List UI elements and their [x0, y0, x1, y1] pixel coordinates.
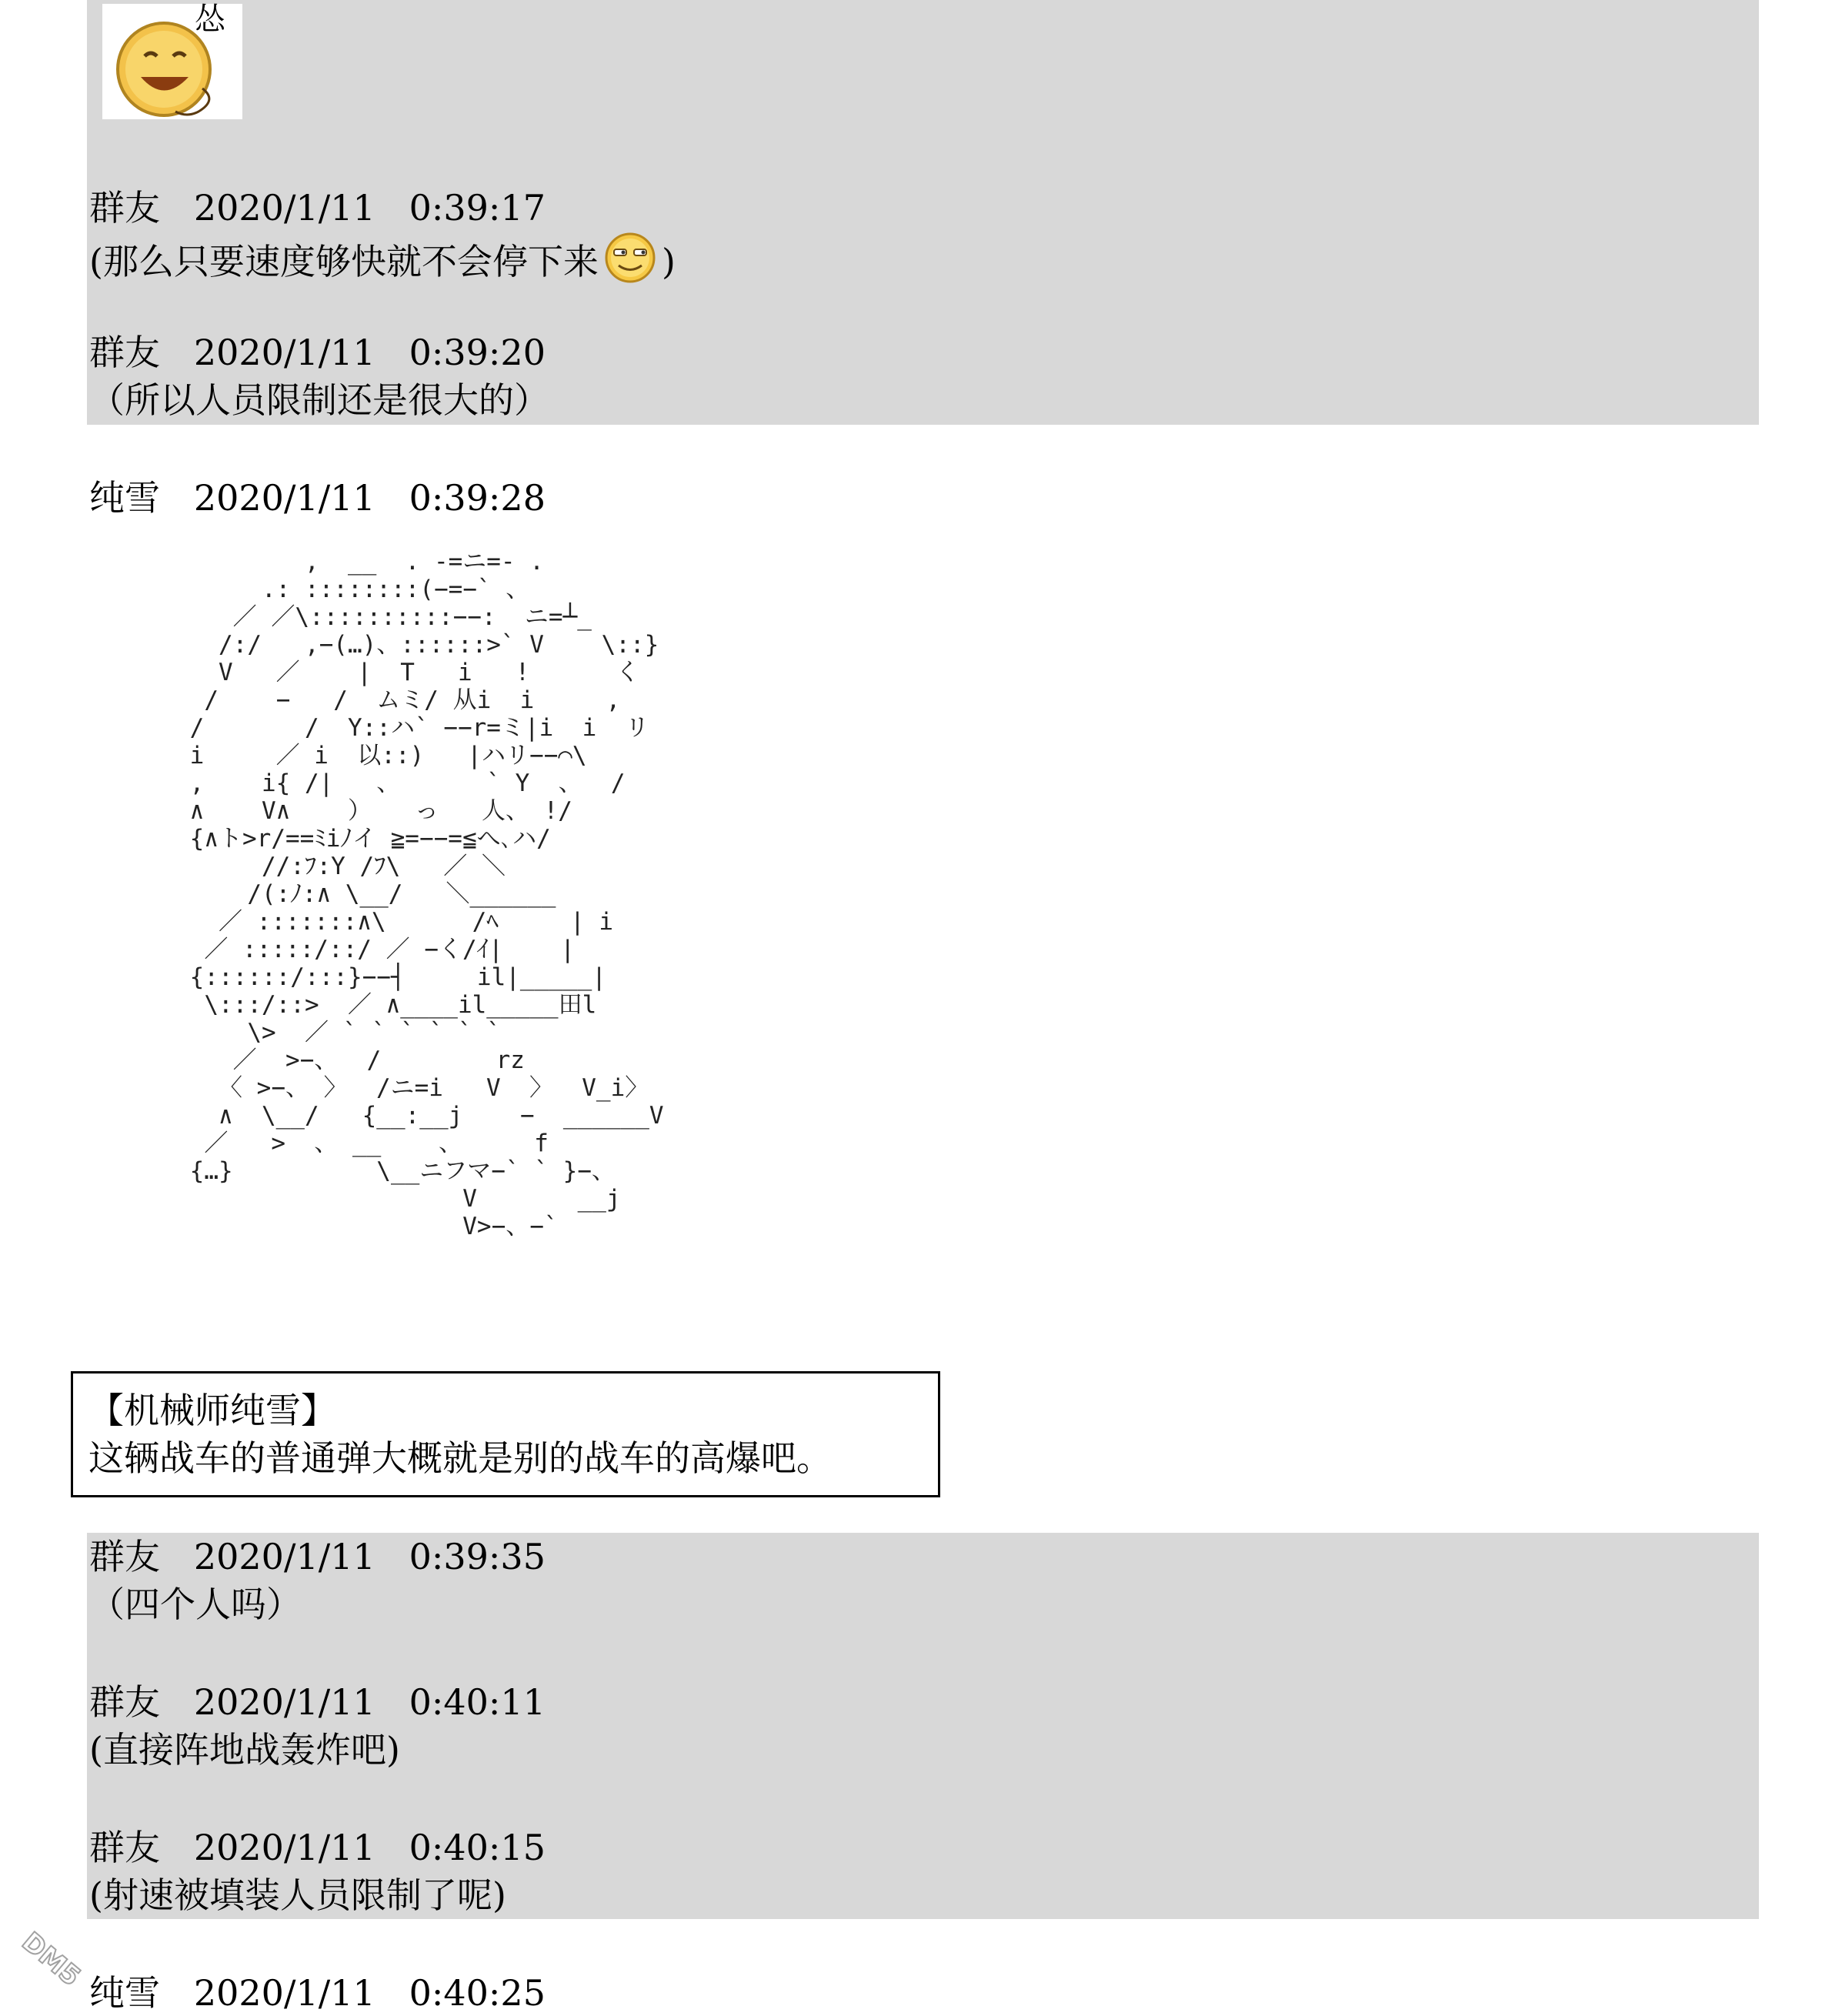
- message-time: 0:40:25: [409, 1972, 546, 2014]
- message-text: (直接阵地战轰炸吧): [89, 1729, 400, 1771]
- smirk-face-icon: [603, 231, 657, 285]
- message-time: 0:39:28: [409, 477, 546, 519]
- narration-title: 【机械师纯雪】: [88, 1390, 336, 1431]
- message-header: [89, 1970, 546, 2016]
- ascii-art-character: , __ . -=ニ=- . .: ::::::::(−=−` 、 ／ ／\::::::::::−−: ニ=┴_ /:/ ,−(…)、::::::>` V \::} V ／ | T i ! く / − / ムミ/ 从i i , / / Y::ハ` −−r=ミ|i i リ i ／ i 以::) |ハリ−−⌒\ , i{ /| 、 ` Y 、 / ∧ V∧ ） っ 人、 !/ {∧ト>r/==ﾐiﾉイ ≧=−−=≦へ､ハ/ //:ﾌ:Y /ﾌ\ ／ ＼ /(:ﾉ:∧ \__/ ＼______ ／ :::::::∧\ /ﾍ | i ／ :::::/::/ ／ −く/ｲ| | {::::::/:::}−−┤ il|_____| \:::/::> ／ ∧____il_____田l \> ／ ` ` ` ` ` ` ／ >−、 / rz 〈 >−、 〉 /ニ=i V 〉 V_i〉 ∧ \__/ {__:__j − ______V ／ > 、 __ 、 f {…} \__ニフマ−` ` }−、 V __j V>−、−`: [189, 548, 664, 1240]
- message-time: 0:39:35: [409, 1536, 546, 1577]
- message-date: 2020/1/11: [193, 332, 375, 373]
- sticker-caption: 怂: [195, 2, 225, 37]
- narration-box: [71, 1371, 940, 1497]
- message-header: [89, 1679, 546, 1725]
- message-time: 0:39:20: [409, 332, 546, 373]
- message-date: 2020/1/11: [193, 1972, 375, 2014]
- message-user: 群友: [89, 1536, 160, 1577]
- message-header: [89, 1824, 546, 1871]
- message-date: 2020/1/11: [193, 1681, 375, 1723]
- message-header: [89, 329, 546, 375]
- message-user: 纯雪: [89, 477, 160, 519]
- message-text: （四个人吗）: [89, 1584, 302, 1625]
- narration-body: 这辆战车的普通弹大概就是别的战车的高爆吧。: [88, 1437, 832, 1479]
- message-time: 0:40:11: [409, 1681, 546, 1723]
- message-user: 群友: [89, 187, 160, 229]
- message-user: 纯雪: [89, 1972, 160, 2014]
- message-date: 2020/1/11: [193, 1536, 375, 1577]
- message-text: （所以人员限制还是很大的）: [89, 379, 549, 421]
- message-header: [89, 1534, 546, 1580]
- message-date: 2020/1/11: [193, 477, 375, 519]
- message-date: 2020/1/11: [193, 1827, 375, 1868]
- message-time: 0:40:15: [409, 1827, 546, 1868]
- dmzj-watermark-icon: [8, 1924, 108, 2008]
- message-text: (那么只要速度够快就不会停下来 ): [89, 231, 676, 285]
- message-header: [89, 185, 546, 231]
- message-time: 0:39:17: [409, 187, 546, 229]
- message-user: 群友: [89, 1827, 160, 1868]
- svg-text:DM5: DM5: [15, 1926, 87, 1993]
- watermark: [8, 1924, 108, 2008]
- message-user: 群友: [89, 332, 160, 373]
- message-header: [89, 475, 546, 521]
- top-sticker: [102, 4, 242, 119]
- message-text: (射速被填装人员限制了呢): [89, 1874, 506, 1916]
- message-date: 2020/1/11: [193, 187, 375, 229]
- message-user: 群友: [89, 1681, 160, 1723]
